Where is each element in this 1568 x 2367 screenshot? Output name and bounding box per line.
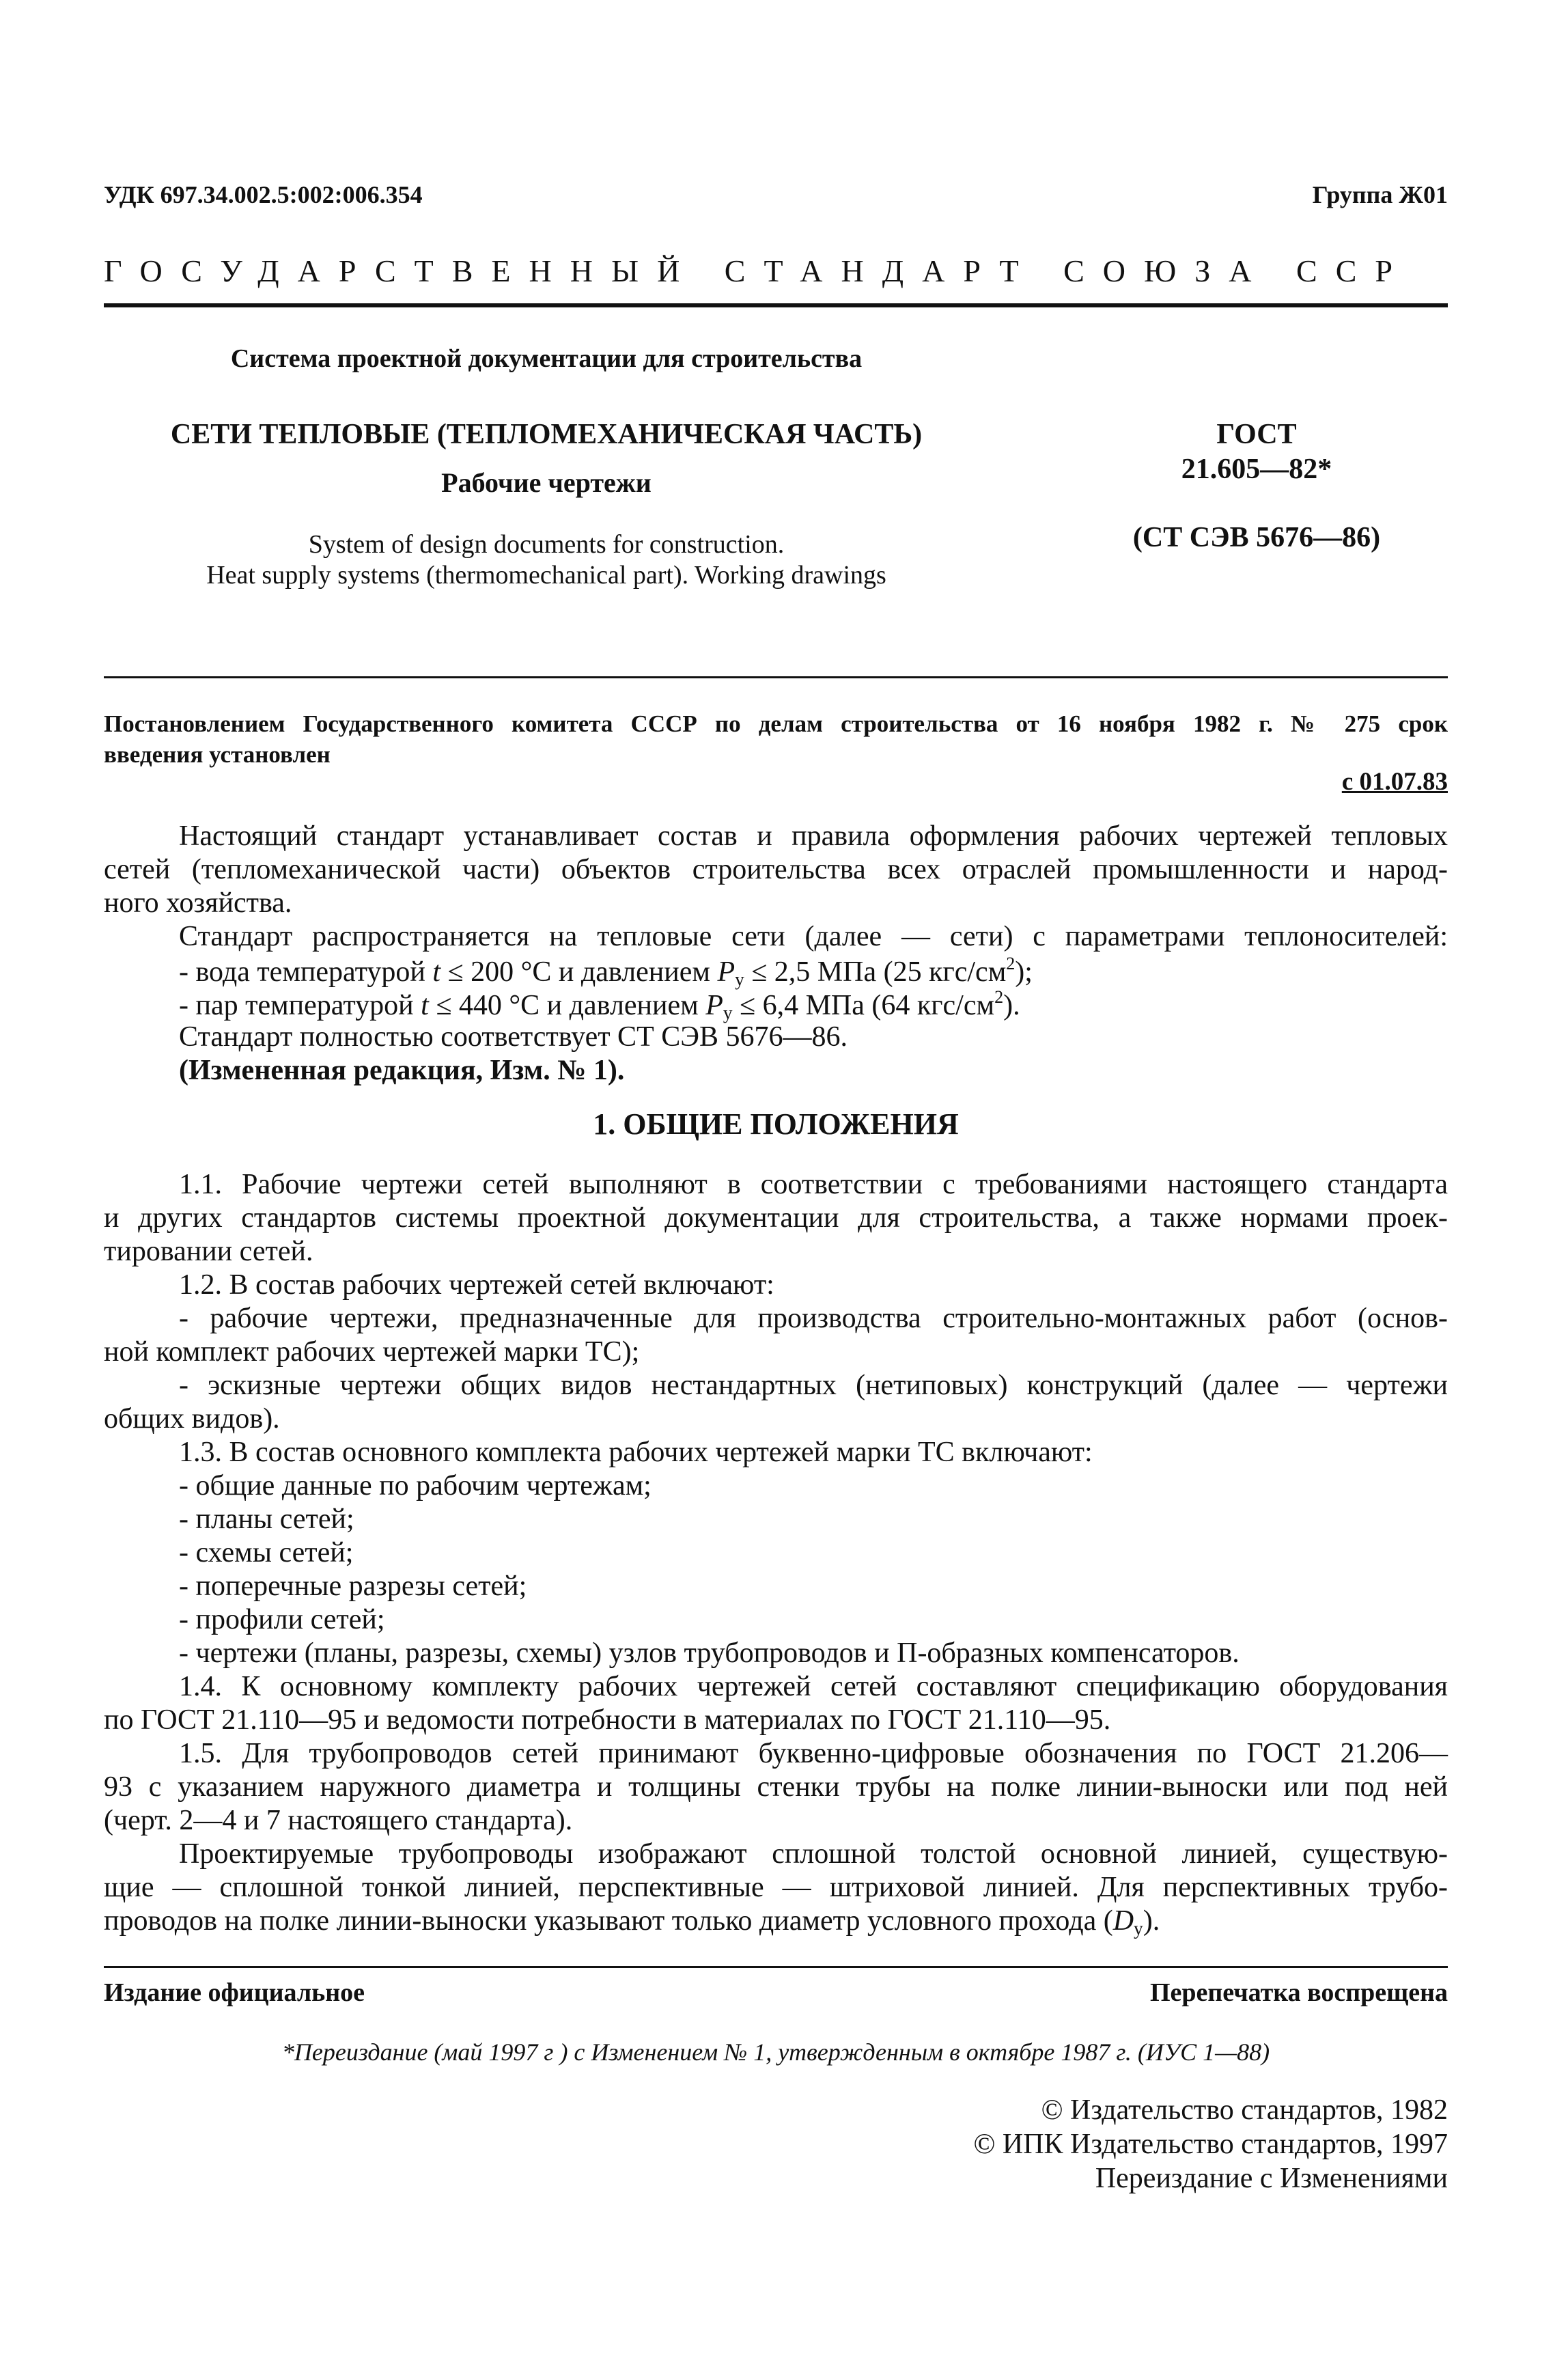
pipelines-paragraph-line3: проводов на полке линии-выноски указывают только диаметр условного прохода $(D_y)$. — [104, 1905, 1160, 1939]
english-title-line1: System of design documents for construction. — [308, 530, 785, 559]
group-code: Группа Ж01 — [1312, 181, 1448, 208]
st-sev-number: (СТ СЭВ 5676—86) — [1132, 522, 1381, 553]
decree-line2: введения установлен — [104, 741, 331, 768]
decree-line1: Постановлением Государственного комитета СССР по делам строительства от 16 ноября 1982 г. № 275 срок — [104, 710, 1448, 737]
list-item: - схемы сетей; — [179, 1537, 354, 1568]
clause-1-1-line2: и других стандартов системы проектной документации для строительства, а также нормами проек- — [104, 1202, 1448, 1234]
clause-1-5-line2: 93 с указанием наружного диаметра и толщины стенки трубы на полке линии-выноски или под ней — [104, 1771, 1448, 1803]
document-title: СЕТИ ТЕПЛОВЫЕ (ТЕПЛОМЕХАНИЧЕСКАЯ ЧАСТЬ) — [170, 419, 923, 450]
intro-paragraph-1-line2: сетей (тепломеханической части) объектов строительства всех отраслей промышленности и народ- — [104, 854, 1448, 885]
clause-1-5-line3: (черт. 2—4 и 7 настоящего стандарта). — [104, 1805, 573, 1836]
list-item: - профили сетей; — [179, 1604, 385, 1635]
intro-paragraph-1-line3: ного хозяйства. — [104, 887, 292, 919]
list-item: - поперечные разрезы сетей; — [179, 1570, 527, 1602]
system-title: Система проектной документации для строительства — [230, 344, 863, 373]
clause-1-4-line1: 1.4. К основному комплекту рабочих чертежей сетей составляют спецификацию оборудования — [179, 1671, 1448, 1702]
clause-1-3: 1.3. В состав основного комплекта рабочих чертежей марки ТС включают: — [179, 1437, 1093, 1468]
amendment-note: (Измененная редакция, Изм. № 1). — [179, 1055, 625, 1086]
clause-1-1-line1: 1.1. Рабочие чертежи сетей выполняют в соответствии с требованиями настоящего стандарта — [179, 1169, 1448, 1200]
clause-1-2-item-b-line1: - эскизные чертежи общих видов нестандартных (нетиповых) конструкций (далее — чертежи — [179, 1370, 1448, 1401]
copyright-icon: © — [973, 2129, 996, 2160]
water-parameters: - вода температурой t ≤ 200 °С и давлением $P_y \le 2,5$ МПа (25 кгс/$см^2$); — [179, 954, 1033, 990]
clause-1-2-item-a-line2: ной комплект рабочих чертежей марки ТС); — [104, 1336, 640, 1368]
section-heading: 1. ОБЩИЕ ПОЛОЖЕНИЯ — [593, 1107, 959, 1141]
footer-rule — [104, 1966, 1448, 1968]
clause-1-4-line2: по ГОСТ 21.110—95 и ведомости потребности в материалах по ГОСТ 21.110—95. — [104, 1704, 1111, 1736]
reissue-note: *Переиздание (май 1997 г ) с Изменением № 1, утвержденным в октябре 1987 г. (ИУС 1—88) — [281, 2038, 1270, 2066]
decree-date: с 01.07.83 — [1341, 768, 1448, 796]
title-rule — [104, 676, 1448, 678]
udk-code: УДК 697.34.002.5:002:006.354 — [104, 181, 423, 208]
header-rule — [104, 303, 1448, 307]
pipelines-paragraph-line1: Проектируемые трубопроводы изображают сплошной толстой основной линией, существую- — [179, 1838, 1448, 1870]
reprint-prohibited-label: Перепечатка воспрещена — [1149, 1978, 1448, 2007]
copyright-icon: © — [1041, 2094, 1063, 2126]
intro-paragraph-3: Стандарт полностью соответствует СТ СЭВ 5676—86. — [179, 1021, 848, 1053]
copyright-1997: © ИПК Издательство стандартов, 1997 — [973, 2129, 1448, 2160]
list-item: - общие данные по рабочим чертежам; — [179, 1470, 652, 1501]
gost-label: ГОСТ — [1216, 419, 1297, 450]
steam-parameters: - пар температурой t ≤ 440 °С и давлением $P_y \le 6,4$ МПа (64 кгс/$см^2$). — [179, 987, 1020, 1023]
intro-paragraph-1-line1: Настоящий стандарт устанавливает состав и правила оформления рабочих чертежей тепловых — [179, 820, 1448, 852]
list-item: - чертежи (планы, разрезы, схемы) узлов трубопроводов и П-образных компенсаторов. — [179, 1637, 1240, 1669]
reissue-with-changes: Переиздание с Изменениями — [1095, 2163, 1448, 2194]
clause-1-2: 1.2. В состав рабочих чертежей сетей включают: — [179, 1269, 774, 1301]
state-standard-banner: ГОСУДАРСТВЕННЫЙ СТАНДАРТ СОЮЗА ССР — [104, 253, 1411, 288]
clause-1-2-item-b-line2: общих видов). — [104, 1403, 280, 1435]
official-edition-label: Издание официальное — [104, 1978, 365, 2007]
gost-number: 21.605—82* — [1181, 454, 1332, 485]
intro-paragraph-2: Стандарт распространяется на тепловые сети (далее — сети) с параметрами теплоносителей: — [179, 921, 1448, 952]
copyright-1982: © Издательство стандартов, 1982 — [1041, 2094, 1448, 2126]
document-subtitle: Рабочие чертежи — [441, 467, 652, 498]
list-item: - планы сетей; — [179, 1504, 354, 1535]
english-title-line2: Heat supply systems (thermomechanical part). Working drawings — [206, 561, 886, 590]
clause-1-2-item-a-line1: - рабочие чертежи, предназначенные для производства строительно-монтажных работ (основ- — [179, 1303, 1448, 1334]
clause-1-5-line1: 1.5. Для трубопроводов сетей принимают буквенно-цифровые обозначения по ГОСТ 21.206— — [179, 1738, 1448, 1769]
pipelines-paragraph-line2: щие — сплошной тонкой линией, перспективные — штриховой линией. Для перспективных трубо- — [104, 1872, 1448, 1903]
clause-1-1-line3: тировании сетей. — [104, 1236, 313, 1267]
